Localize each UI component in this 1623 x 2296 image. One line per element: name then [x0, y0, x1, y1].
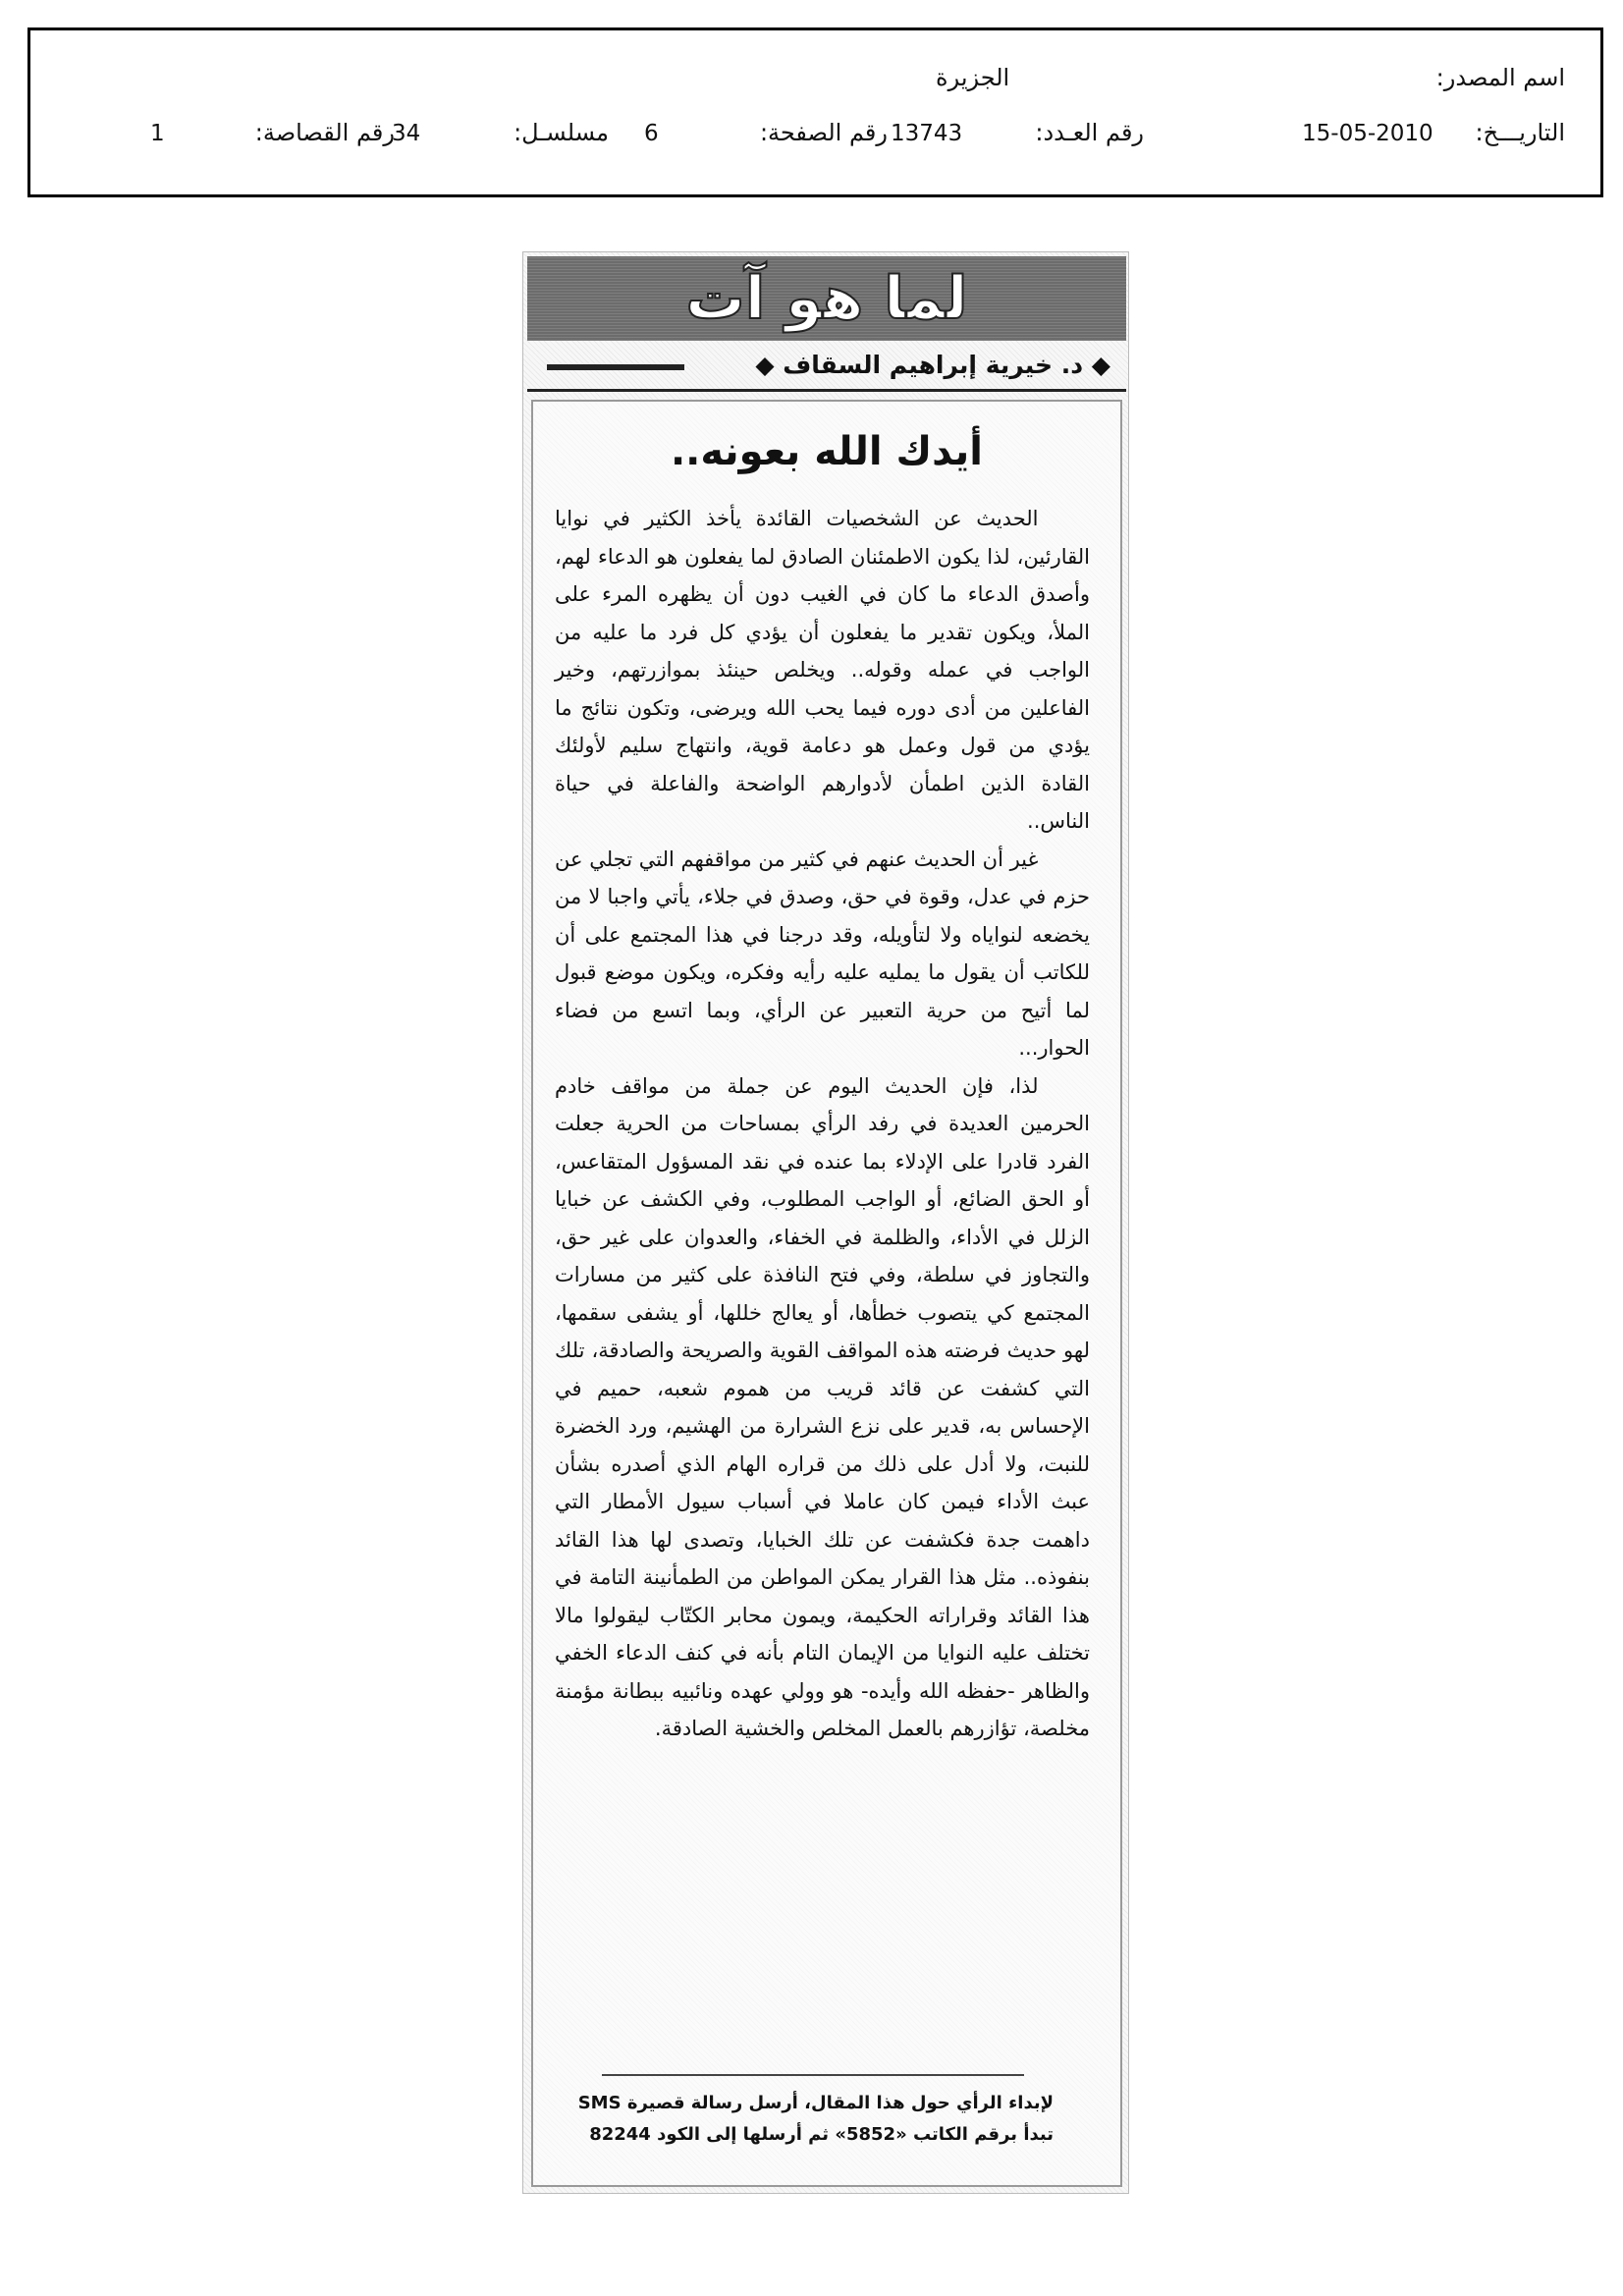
sms-note — [563, 2088, 1054, 2151]
clip-value: 1 — [150, 121, 165, 146]
serial-label: مسلسـل: — [514, 119, 609, 146]
sms-note-line-1: لإبداء الرأي حول هذا المقال، أرسل رسالة قصيرة SMS — [577, 2093, 1054, 2113]
date-value: 15-05-2010 — [1302, 121, 1434, 146]
page-value: 6 — [644, 121, 659, 146]
paragraph-1: الحديث عن الشخصيات القائدة يأخذ الكثير في نوايا القارئين، لذا يكون الاطمئنان الصادق لما يفعلون هو الدعاء لهم، وأصدق الدعاء ما كان في الغيب دون أن يظهره المرء على الملأ، ويكون تقدير ما يفعلون أن يؤدي كل فرد ما عليه من الواجب في عمله وقوله.. ويخلص حينئذ بموازرتهم، وخير الفاعلين من أدى دوره فيما يحب الله ويرضى، وتكون نتائج ما يؤدي من قول وعمل هو دعامة قوية، وانتهاج سليم لأولئك القادة الذين اطمأن لأدوارهم الواضحة والفاعلة في حياة الناس.. — [555, 507, 1090, 833]
paragraph-3: لذا، فإن الحديث اليوم عن جملة من مواقف خادم الحرمين العديدة في رفد الرأي بمساحات من الحرية جعلت الفرد قادرا على الإدلاء بما عنده في نقد المسؤول المتقاعس، أو الحق الضائع، أو الواجب المطلوب، وفي الكشف عن خبايا الزلل في الأداء، والظلمة في الخفاء، والعدوان على غير حق، والتجاوز في سلطة، وفي فتح النافذة على كثير من مسارات المجتمع كي يتصوب خطأها، أو يعالج خللها، أو يشفى سقمها، لهو حديث فرضته هذه المواقف القوية والصريحة والصادقة، تلك التي كشفت عن قائد قريب من هموم شعبه، حميم في الإحساس به، قدير على نزع الشرارة من الهشيم، ورد الخضرة للنبت، ولا أدل على ذلك من قراره الهام الذي أصدره بشأن عبث الأداء فيمن كان عاملا في أسباب سيول الأمطار التي داهمت جدة فكشفت عن تلك الخبايا، وتصدى لها هذا القائد بنفوذه.. مثل هذا القرار يمكن المواطن من الطمأنينة التامة في هذا القائد وقراراته الحكيمة، ويمون محابر الكتّاب ليقولوا مالا تختلف عليه النوايا من الإيمان التام بأنه في كنف الدعاء الخفي والظاهر -حفظه الله وأيده- هو وولي عهده ونائبيه ببطانة مؤمنة مخلصة، تؤازرهم بالعمل المخلص والخشية الصادقة. — [555, 1073, 1090, 1740]
paragraph-2: غير أن الحديث عنهم في كثير من مواقفهم التي تجلي عن حزم في عدل، وقوة في حق، وصدق في جلاء، يأتي واجبا لا من يخضعه لنواياه ولا لتأويله، وقد درجنا في هذا المجتمع على أن للكاتب أن يقول ما يمليه عليه رأيه وفكره، ويكون موضع قبول لما أتيح من حرية التعبير عن الرأي، وبما اتسع من فضاء الحوار... — [555, 847, 1090, 1060]
issue-value: 13743 — [891, 121, 963, 146]
issue-label: رقم العـدد: — [1035, 119, 1144, 146]
source-value: الجزيرة — [936, 64, 1010, 91]
serial-value: 34 — [392, 121, 421, 146]
byline-bar — [527, 343, 1126, 392]
sms-note-line-2: تبدأ برقم الكاتب «5852» ثم أرسلها إلى الكود 82244 — [589, 2124, 1054, 2145]
page-label: رقم الصفحة: — [759, 119, 888, 146]
column-banner — [527, 256, 1126, 341]
note-divider — [602, 2074, 1024, 2076]
article-headline: أيدك الله بعونه.. — [670, 429, 983, 474]
byline-rule — [547, 364, 684, 370]
source-label: اسم المصدر: — [1435, 64, 1565, 91]
date-label: التاريـــخ: — [1475, 119, 1565, 146]
article-body — [555, 500, 1090, 1748]
newspaper-clipping — [522, 251, 1129, 2194]
metadata-box — [27, 27, 1603, 197]
column-name: لما هو آت — [685, 264, 968, 333]
article-frame — [531, 400, 1122, 2187]
author-byline: ◆ د. خيرية إبراهيم السقاف ◆ — [755, 351, 1110, 379]
clip-label: رقم القصاصة: — [254, 119, 395, 146]
